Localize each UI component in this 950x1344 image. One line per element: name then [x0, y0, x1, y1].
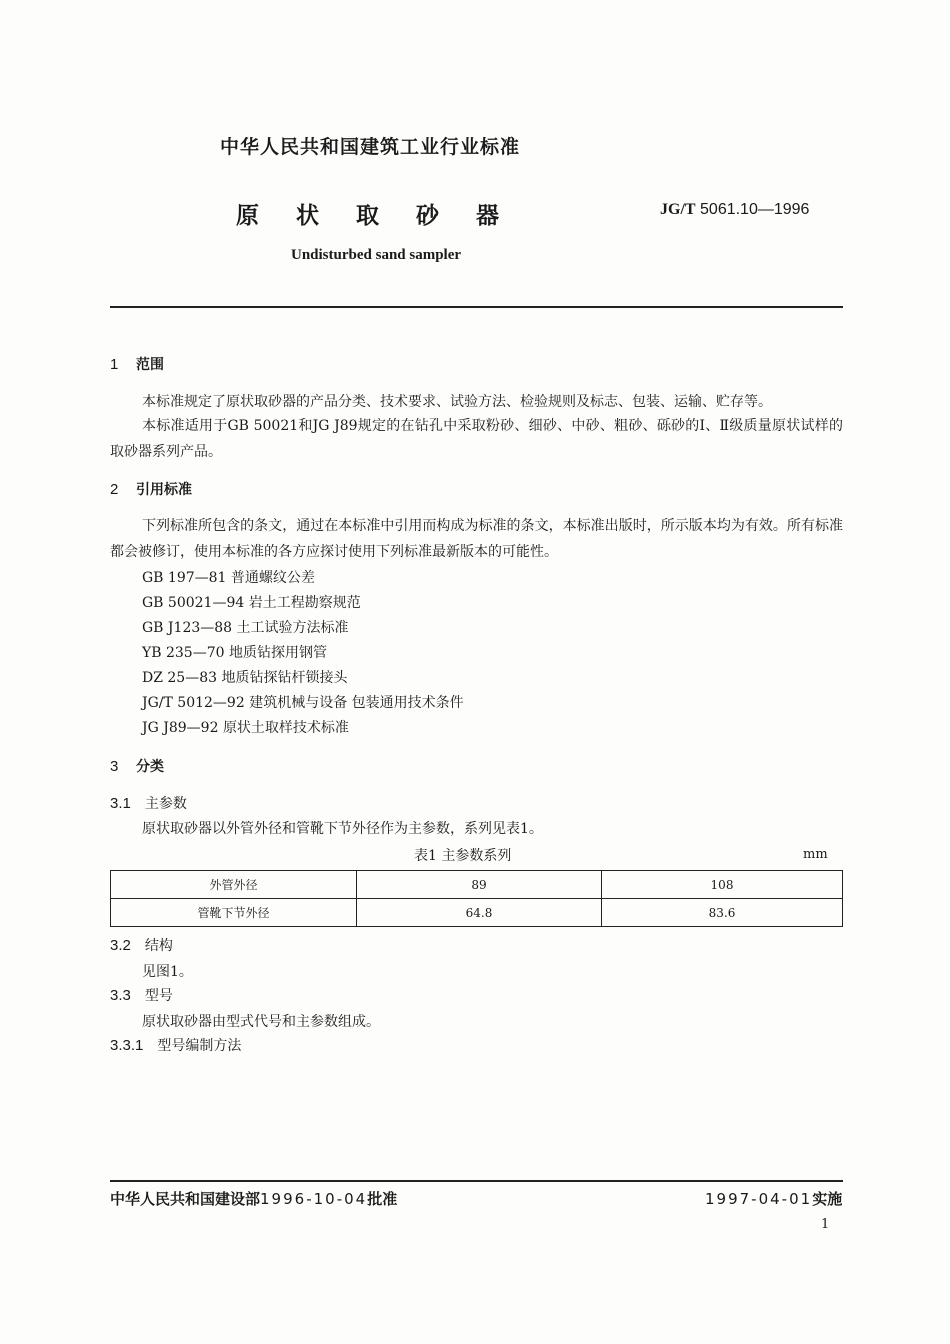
reference-item: DZ 25—83 地质钻探钻杆锁接头 [142, 670, 348, 686]
table-unit: mm [803, 847, 828, 862]
effective-date: 1997-04-01 [705, 1190, 813, 1208]
section-2-paragraph: 下列标准所包含的条文，通过在本标准中引用而构成为标准的条文，本标准出版时，所示版本均为有效。所有标准都会被修订，使用本标准的各方应探讨使用下列标准最新版本的可能性。 [110, 518, 843, 560]
subsection-3-3-heading [110, 985, 173, 1005]
english-subtitle: Undisturbed sand sampler [291, 247, 462, 263]
table-caption: 表1 主参数系列 [414, 848, 512, 864]
section-number: 1 [110, 356, 119, 373]
org-title: 中华人民共和国建筑工业行业标准 [220, 136, 521, 158]
standard-code-prefix: JG/T [660, 201, 696, 218]
approval-info [110, 1188, 397, 1209]
subsection-number: 3.1 [110, 795, 131, 812]
reference-item: GB J123—88 土工试验方法标准 [142, 620, 349, 636]
approve-date: 1996-10-04 [260, 1190, 368, 1208]
subsection-number: 3.3.1 [110, 1037, 144, 1054]
section-1-paragraph-1: 本标准规定了原状取砂器的产品分类、技术要求、试验方法、检验规则及标志、包装、运输、贮存等。 [142, 394, 772, 410]
table-row [111, 871, 843, 899]
standard-code [660, 201, 809, 219]
table-row [111, 899, 843, 927]
effective-info [705, 1188, 842, 1209]
subsection-3-2-text: 见图1。 [142, 964, 193, 980]
section-1-heading [110, 354, 164, 374]
section-1-paragraph-2: 本标准适用于GB 50021和JG J89规定的在钻孔中采取粉砂、细砂、中砂、粗砂、砾砂的Ⅰ、Ⅱ级质量原状试样的取砂器系列产品。 [110, 418, 843, 460]
table-cell: 外管外径 [111, 871, 357, 899]
subsection-number: 3.3 [110, 987, 131, 1004]
effective-label: 实施 [812, 1190, 843, 1208]
reference-item: JG/T 5012—92 建筑机械与设备 包装通用技术条件 [142, 695, 464, 711]
table-cell: 108 [602, 871, 843, 899]
subsection-3-2-heading [110, 935, 173, 955]
subsection-title: 型号 [144, 988, 173, 1004]
page-title: 原状取砂器 [236, 203, 536, 229]
approver: 中华人民共和国建设部 [110, 1190, 261, 1208]
table-cell: 管靴下节外径 [111, 899, 357, 927]
reference-item: GB 50021—94 岩土工程勘察规范 [142, 595, 361, 611]
standard-code-number: 5061.10—1996 [700, 201, 810, 218]
approve-label: 批准 [367, 1190, 398, 1208]
section-title: 分类 [136, 759, 164, 775]
subsection-title: 主参数 [144, 796, 187, 812]
footer-divider [110, 1180, 843, 1182]
section-2-heading [110, 479, 192, 499]
subsection-3-1-text: 原状取砂器以外管外径和管靴下节外径作为主参数，系列见表1。 [142, 821, 543, 837]
section-number: 2 [110, 481, 119, 498]
subsection-3-3-text: 原状取砂器由型式代号和主参数组成。 [142, 1014, 380, 1030]
main-parameters-table [110, 870, 843, 927]
table-cell: 83.6 [602, 899, 843, 927]
subsection-title: 型号编制方法 [157, 1038, 242, 1054]
subsection-3-3-1-heading [110, 1035, 241, 1055]
section-3-heading [110, 756, 164, 776]
table-cell: 64.8 [357, 899, 602, 927]
reference-item: JG J89—92 原状土取样技术标准 [142, 720, 349, 736]
table-cell: 89 [357, 871, 602, 899]
subsection-number: 3.2 [110, 937, 131, 954]
reference-item: GB 197—81 普通螺纹公差 [142, 570, 315, 586]
page-number: 1 [821, 1217, 830, 1232]
section-number: 3 [110, 758, 119, 775]
header-divider [110, 306, 843, 308]
section-title: 引用标准 [136, 482, 192, 498]
subsection-3-1-heading [110, 793, 187, 813]
reference-item: YB 235—70 地质钻探用钢管 [142, 645, 327, 661]
subsection-title: 结构 [144, 938, 173, 954]
section-title: 范围 [136, 357, 164, 373]
